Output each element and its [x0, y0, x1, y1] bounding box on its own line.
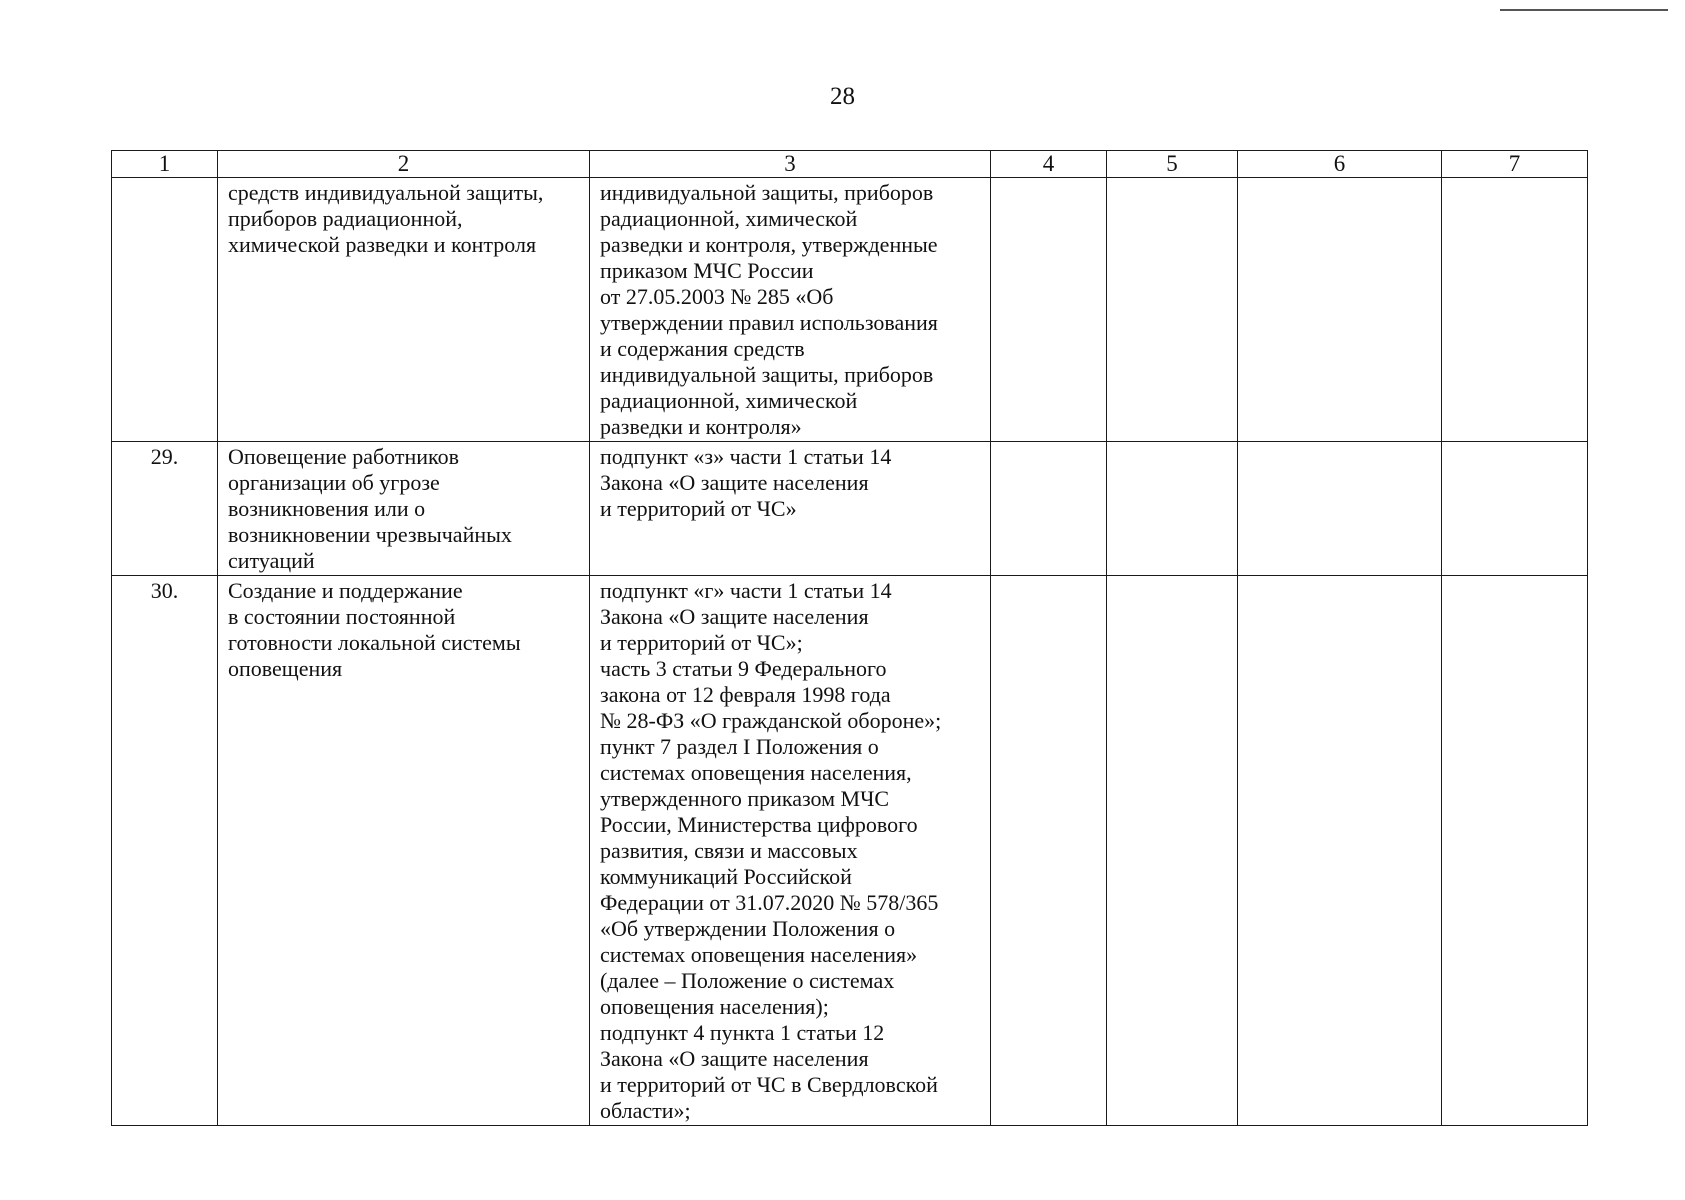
requirements-table: [111, 150, 1588, 1126]
header-col-6: 6: [1238, 151, 1442, 178]
row-number: [112, 178, 218, 442]
cell-col-4: [991, 576, 1107, 1126]
cell-col-6: [1238, 178, 1442, 442]
cell-col-6: [1238, 576, 1442, 1126]
cell-col-7: [1442, 442, 1588, 576]
cell-col-4: [991, 178, 1107, 442]
header-col-7: 7: [1442, 151, 1588, 178]
requirement-cell: Оповещение работников организации об угрозе возникновения или о возникновении чрезвычайных ситуаций: [218, 442, 590, 576]
header-col-3: 3: [590, 151, 991, 178]
legal-basis-cell: подпункт «г» части 1 статьи 14 Закона «О защите населения и территорий от ЧС»; часть 3 статьи 9 Федерального закона от 12 февраля 1998 года № 28-ФЗ «О гражданской обороне»; пункт 7 раздел I Положения о системах оповещения населения, утвержденного приказом МЧС России, Министерства цифрового развития, связи и массовых коммуникаций Российской Федерации от 31.07.2020 № 578/365 «Об утверждении Положения о системах оповещения населения» (далее – Положение о системах оповещения населения); подпункт 4 пункта 1 статьи 12 Закона «О защите населения и территорий от ЧС в Свердловской области»;: [590, 576, 991, 1126]
row-number: 29.: [112, 442, 218, 576]
cell-col-7: [1442, 576, 1588, 1126]
header-col-4: 4: [991, 151, 1107, 178]
requirement-cell: Создание и поддержание в состоянии постоянной готовности локальной системы оповещения: [218, 576, 590, 1126]
legal-basis-cell: подпункт «з» части 1 статьи 14 Закона «О защите населения и территорий от ЧС»: [590, 442, 991, 576]
requirement-cell: средств индивидуальной защиты, приборов радиационной, химической разведки и контроля: [218, 178, 590, 442]
cell-col-5: [1107, 178, 1238, 442]
cell-col-7: [1442, 178, 1588, 442]
header-col-1: 1: [112, 151, 218, 178]
header-col-2: 2: [218, 151, 590, 178]
legal-basis-cell: индивидуальной защиты, приборов радиационной, химической разведки и контроля, утвержденные приказом МЧС России от 27.05.2003 № 285 «Об утверждении правил использования и содержания средств индивидуальной защиты, приборов радиационной, химической разведки и контроля»: [590, 178, 991, 442]
table-row: [112, 576, 1588, 1126]
cell-col-5: [1107, 442, 1238, 576]
cell-col-4: [991, 442, 1107, 576]
row-number: 30.: [112, 576, 218, 1126]
header-col-5: 5: [1107, 151, 1238, 178]
scan-artifact-line: [1500, 9, 1668, 11]
table-row: [112, 442, 1588, 576]
cell-col-5: [1107, 576, 1238, 1126]
header-row: [112, 151, 1588, 178]
cell-col-6: [1238, 442, 1442, 576]
table-row: [112, 178, 1588, 442]
page-number: 28: [830, 83, 855, 110]
